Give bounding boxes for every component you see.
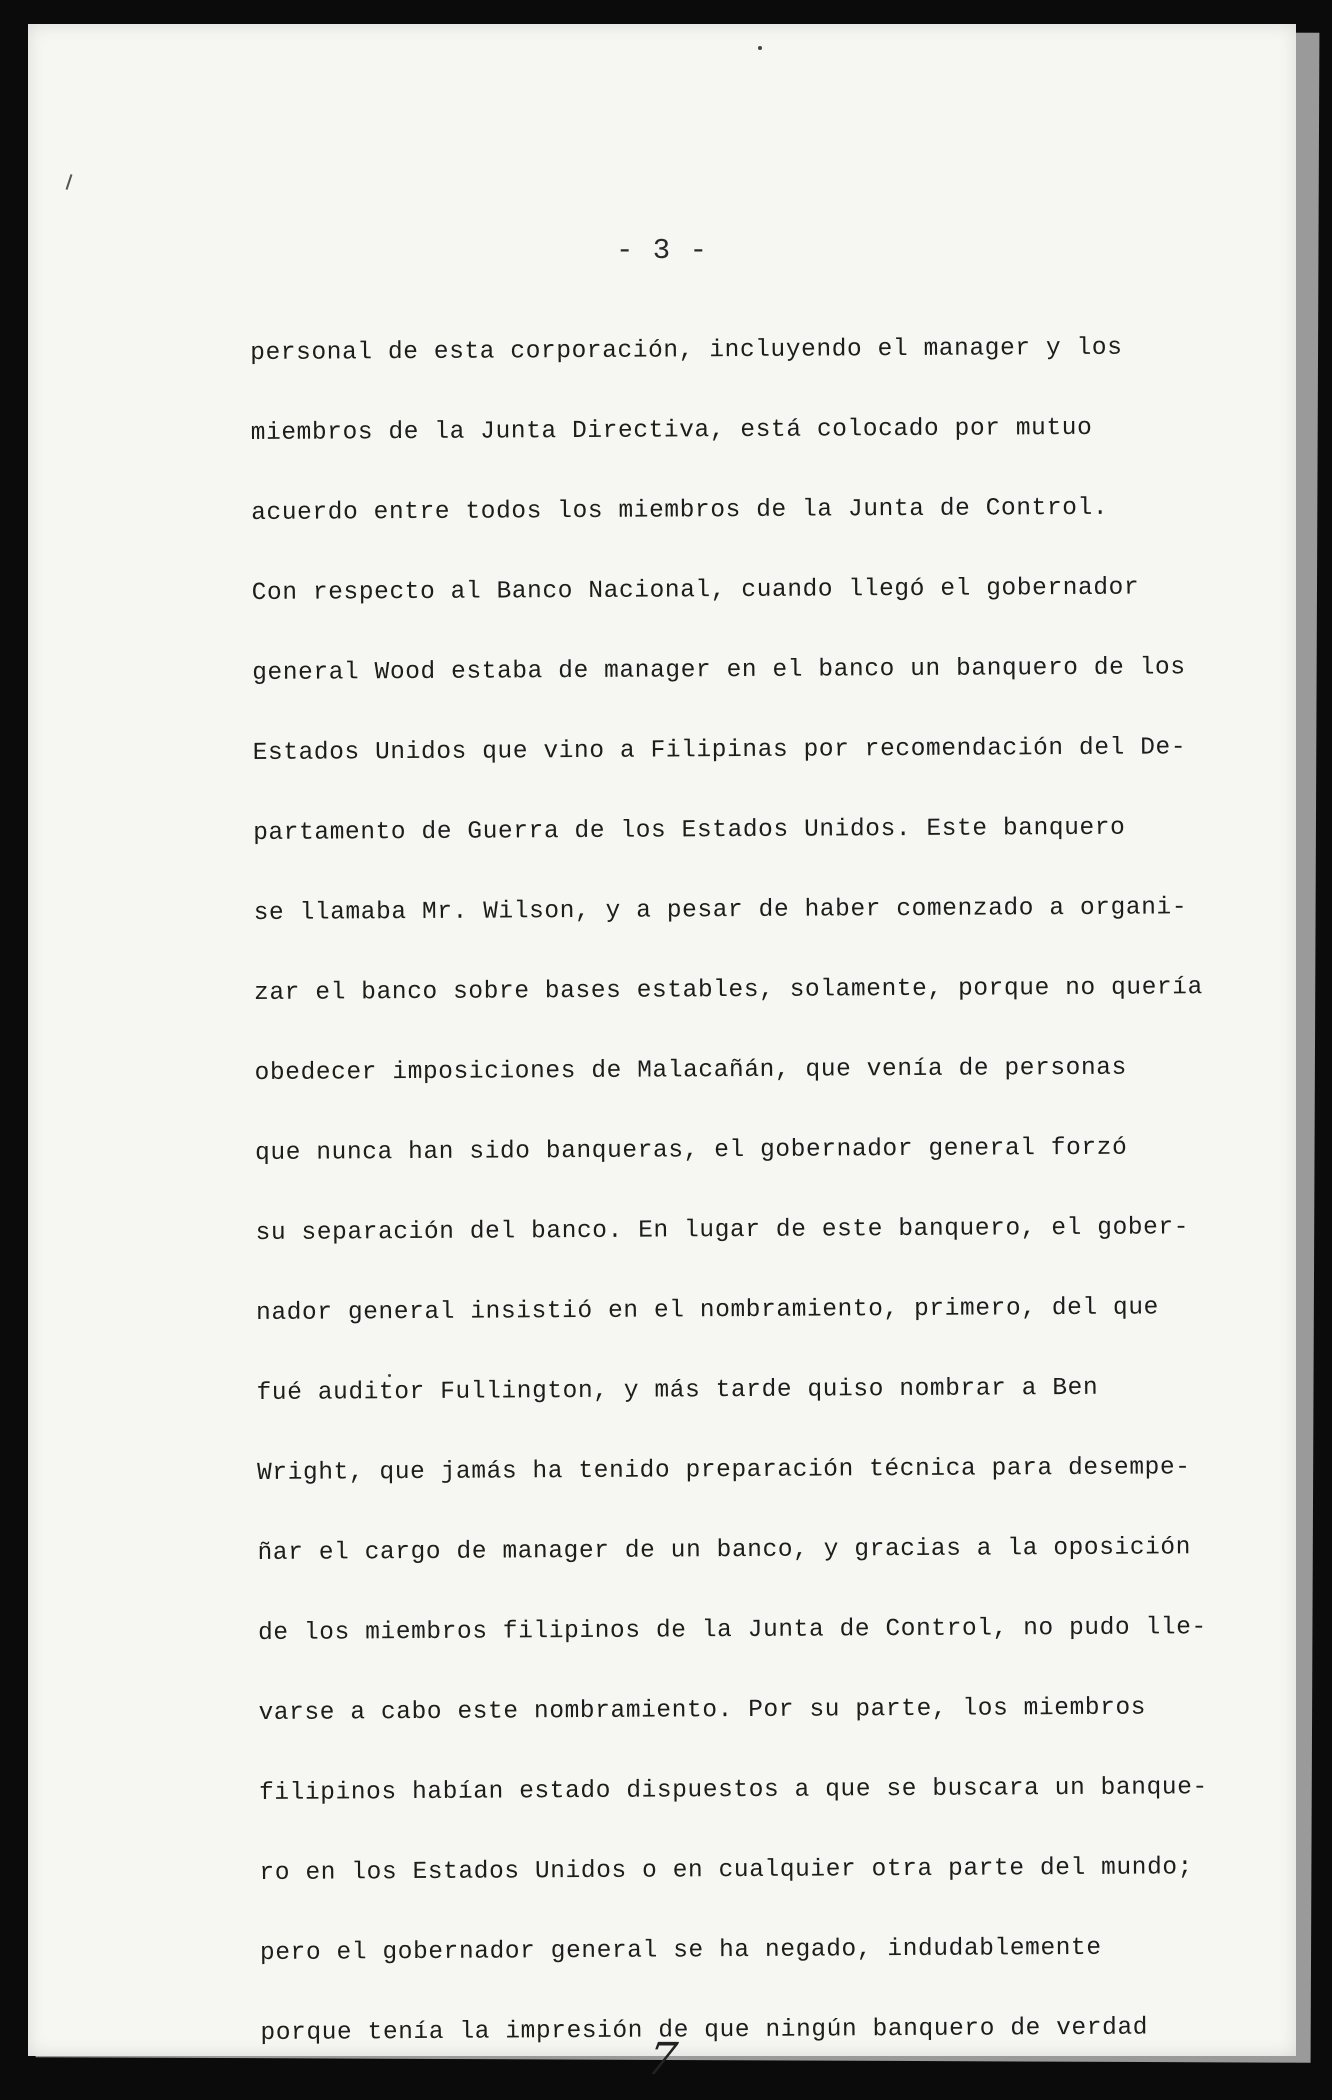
text-line: su separación del banco. En lugar de este banquero, el gober- <box>255 1214 1190 1247</box>
text-line: ñar el cargo de manager de un banco, y gracias a la oposición <box>257 1534 1192 1567</box>
margin-mark <box>66 174 73 190</box>
text-line: porque tenía la impresión de que ningún banquero de verdad <box>260 2014 1149 2047</box>
text-line: zar el banco sobre bases estables, solamente, porque no quería <box>254 974 1203 1007</box>
text-line: Wright, que jamás ha tenido preparación técnica para desempe- <box>257 1454 1191 1487</box>
text-line: personal de esta corporación, incluyendo el manager y los <box>250 334 1123 367</box>
text-line: partamento de Guerra de los Estados Unidos. Este banquero <box>253 814 1126 847</box>
text-line: nador general insistió en el nombramiento, primero, del que <box>256 1294 1160 1327</box>
text-line: se llamaba Mr. Wilson, y a pesar de haber comenzado a organi- <box>253 894 1188 927</box>
handwritten-page-note: 7 <box>643 2034 681 2085</box>
text-line: filipinos habían estado dispuestos a que se buscara un banque- <box>258 1774 1208 1807</box>
body-text <box>250 308 1281 2074</box>
text-line: pero el gobernador general se ha negado, indudablemente <box>259 1934 1102 1967</box>
typewritten-page <box>28 24 1296 2085</box>
text-line: miembros de la Junta Directiva, está colocado por mutuo <box>250 414 1093 447</box>
text-line: general Wood estaba de manager en el banco un banquero de los <box>252 654 1186 687</box>
text-line: de los miembros filipinos de la Junta de Control, no pudo lle- <box>257 1614 1207 1647</box>
text-line: fué auditor Fullington, y más tarde quiso nombrar a Ben <box>256 1374 1099 1407</box>
text-line: acuerdo entre todos los miembros de la Junta de Control. <box>251 494 1109 527</box>
text-line: que nunca han sido banqueras, el gobernador general forzó <box>255 1134 1128 1167</box>
text-line: obedecer imposiciones de Malacañán, que venía de personas <box>254 1054 1127 1087</box>
text-line: Con respecto al Banco Nacional, cuando llegó el gobernador <box>251 574 1140 607</box>
dust-speck <box>758 46 762 50</box>
text-line: Estados Unidos que vino a Filipinas por recomendación del De- <box>252 734 1187 767</box>
text-line: ro en los Estados Unidos o en cualquier otra parte del mundo; <box>259 1854 1194 1887</box>
page-number: - 3 - <box>615 234 708 267</box>
text-line: varse a cabo este nombramiento. Por su parte, los miembros <box>258 1694 1147 1727</box>
